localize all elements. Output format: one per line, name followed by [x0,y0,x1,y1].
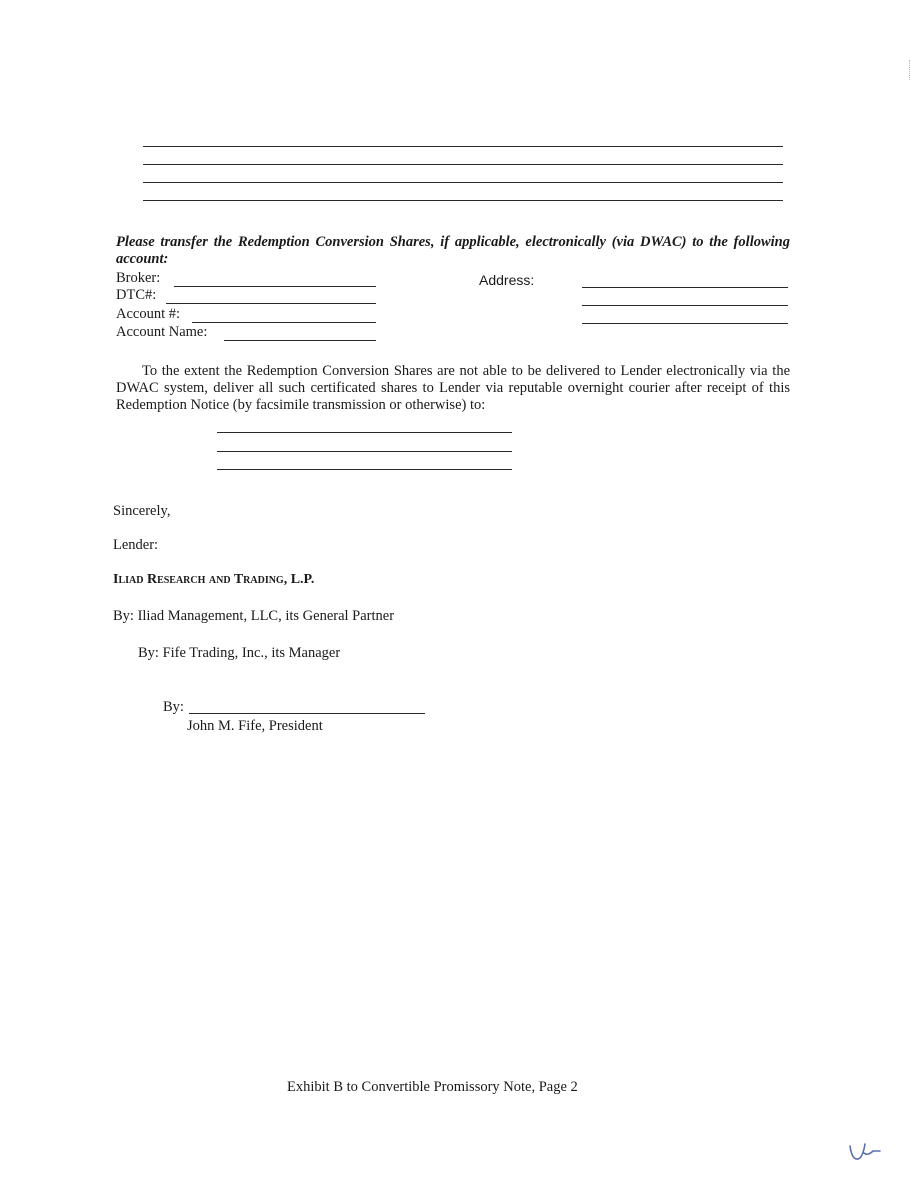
transfer-heading: Please transfer the Redemption Conversion Shares, if applicable, electronically (via DWAC) to the following account: [116,234,790,267]
blank-line[interactable] [143,146,783,147]
by-label: By: [163,699,184,715]
address-label: Address: [479,272,535,288]
address-field-line-3[interactable] [582,323,788,324]
lender-name: Iliad Research and Trading, L.P. [113,572,315,587]
delivery-address-line[interactable] [217,451,512,452]
handwritten-initials [846,1140,886,1166]
account-name-field[interactable] [224,340,376,341]
blank-line[interactable] [143,200,783,201]
signatory-name: John M. Fife, President [187,718,323,734]
page-footer: Exhibit B to Convertible Promissory Note, Page 2 [287,1079,578,1095]
broker-label: Broker: [116,270,161,286]
by-manager: By: Fife Trading, Inc., its Manager [138,645,341,661]
scan-margin-mark [909,60,911,80]
dtc-label: DTC#: [116,287,157,303]
delivery-paragraph: To the extent the Redemption Conversion Shares are not able to be delivered to Lender electronically via the DWAC system, deliver all such certificated shares to Lender via reputable overnight courier after receipt of this Redemption Notice (by facsimile transmission or otherwise) to: [116,363,790,413]
address-field-line-2[interactable] [582,305,788,306]
address-field-line-1[interactable] [582,287,788,288]
by-general-partner: By: Iliad Management, LLC, its General Partner [113,608,395,624]
dtc-field[interactable] [166,303,376,304]
account-number-label: Account #: [116,306,181,322]
delivery-address-line[interactable] [217,432,512,433]
sincerely-text: Sincerely, [113,503,171,519]
signature-line[interactable] [189,713,425,714]
account-name-label: Account Name: [116,324,208,340]
blank-line[interactable] [143,164,783,165]
blank-line[interactable] [143,182,783,183]
broker-field[interactable] [174,286,376,287]
account-number-field[interactable] [192,322,376,323]
lender-label: Lender: [113,537,159,553]
delivery-address-line[interactable] [217,469,512,470]
